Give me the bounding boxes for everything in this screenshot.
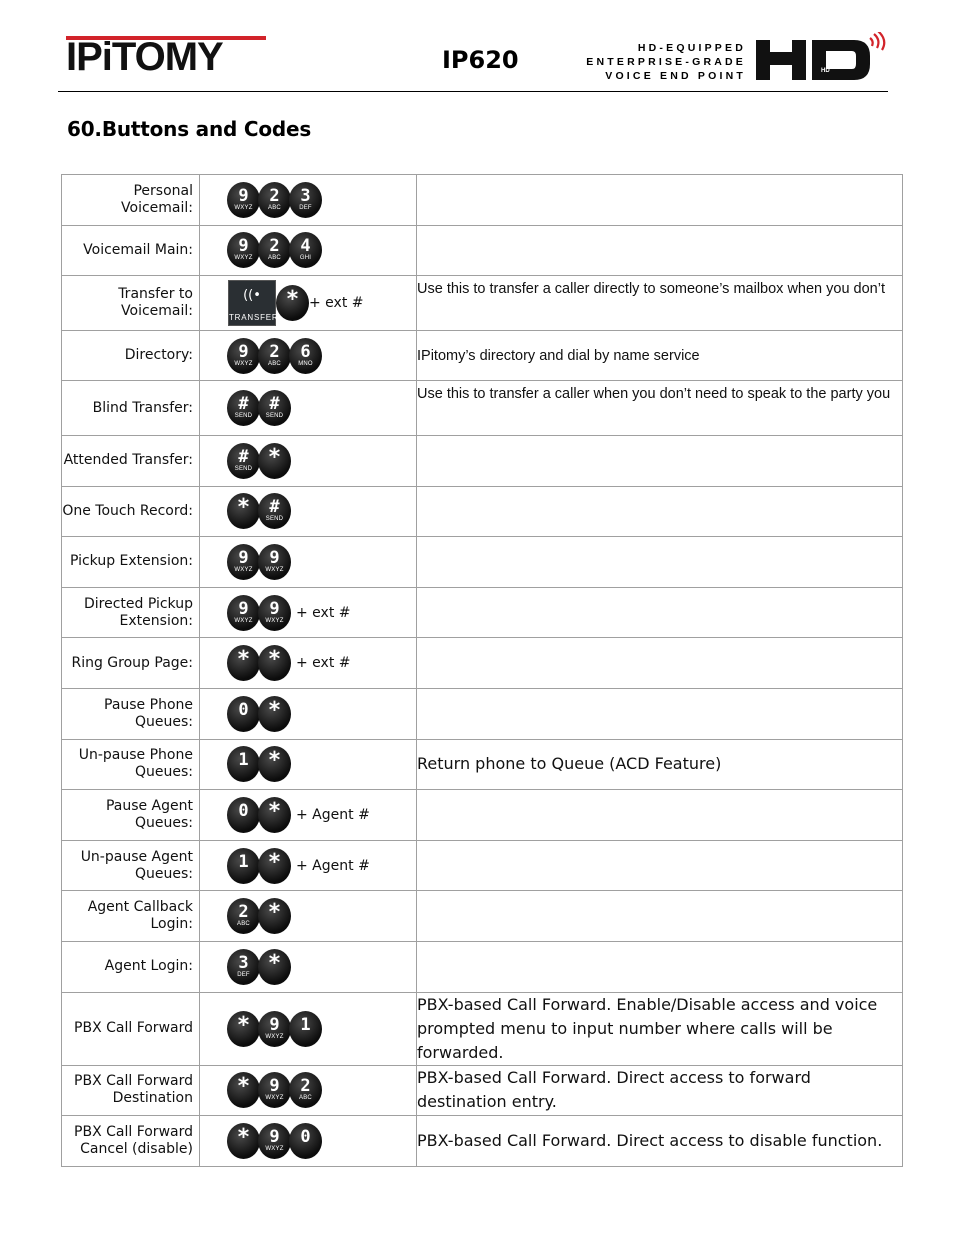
row-keys [200,739,417,790]
row-keys [200,587,417,638]
key-digit: 9 [269,1076,280,1097]
keypad-key-icon [258,1011,291,1047]
keypad-key-icon [289,232,322,268]
key-suffix: + ext # [296,604,351,621]
keypad-key-icon [258,595,291,631]
row-keys [200,992,417,1065]
key-letters: SEND [265,413,284,420]
keypad-key-icon [289,338,322,374]
row-description: PBX-based Call Forward. Direct access to disable function. [417,1116,903,1167]
keypad-key-icon [227,696,260,732]
table-row [62,276,903,331]
key-letters: WXYZ [234,204,253,211]
row-description [417,175,903,226]
table-row [62,225,903,276]
key-digit: 9 [238,236,249,257]
row-keys [200,225,417,276]
row-label: Blind Transfer: [62,381,200,436]
key-digit: * [267,798,282,824]
doc-title: IP620 [442,46,519,74]
key-suffix: + ext # [309,294,364,311]
keypad-key-icon [258,232,291,268]
keypad-key-icon [227,898,260,934]
codes-table [61,174,903,1167]
table-row [62,638,903,689]
key-digit: 2 [269,341,280,362]
key-letters: SEND [234,465,253,472]
key-digit: 1 [238,750,249,771]
tagline-line-2: ENTERPRISE-GRADE [586,56,746,68]
keypad-key-icon [258,848,291,884]
row-keys [200,276,417,331]
row-label: Agent Login: [62,941,200,992]
table-row [62,486,903,537]
row-label: Transfer to Voicemail: [62,276,200,331]
table-row [62,739,903,790]
keypad-key-icon [258,1072,291,1108]
tagline [586,41,746,83]
row-label: Attended Transfer: [62,435,200,486]
ipitomy-logo [66,32,270,78]
key-letters: WXYZ [234,566,253,573]
keypad-key-icon [258,390,291,426]
keypad-key-icon [227,1072,260,1108]
key-digit: 3 [300,185,311,206]
row-label: Voicemail Main: [62,225,200,276]
row-label: Directed Pickup Extension: [62,587,200,638]
key-digit: 2 [238,902,249,923]
key-digit: 6 [300,341,311,362]
key-digit: 2 [269,236,280,257]
key-digit: * [267,647,282,673]
key-digit: 3 [238,952,249,973]
keypad-key-icon [258,338,291,374]
keypad-key-icon [227,1011,260,1047]
row-description [417,891,903,942]
row-description [417,587,903,638]
hd-logo [754,32,888,86]
keypad-key-icon [289,1123,322,1159]
table-row [62,175,903,226]
row-description: Use this to transfer a caller when you don’t need to speak to the party you [417,381,903,436]
row-description [417,840,903,891]
keypad-key-icon [258,544,291,580]
transfer-key-label: TRANSFER [229,312,279,322]
row-description [417,435,903,486]
row-description [417,941,903,992]
key-digit: * [267,444,282,470]
key-digit: * [267,748,282,774]
keypad-key-icon [227,493,260,529]
table-row [62,941,903,992]
row-description: Use this to transfer a caller directly to someone’s mailbox when you don’t [417,276,903,331]
row-label: Pickup Extension: [62,537,200,588]
table-row [62,330,903,381]
key-digit: 0 [300,1126,311,1147]
row-label: Directory: [62,330,200,381]
key-digit: 2 [300,1076,311,1097]
keypad-key-icon [258,746,291,782]
key-digit: 4 [300,236,311,257]
keypad-key-icon [289,1072,322,1108]
row-description [417,486,903,537]
table-row [62,587,903,638]
key-letters: MNO [298,360,313,367]
key-letters: WXYZ [265,1095,284,1102]
key-letters: WXYZ [265,566,284,573]
row-keys [200,537,417,588]
key-letters: WXYZ [234,360,253,367]
key-letters: ABC [299,1095,312,1102]
row-keys [200,941,417,992]
row-keys [200,638,417,689]
row-label: Personal Voicemail: [62,175,200,226]
key-digit: # [238,394,249,415]
keypad-key-icon [227,848,260,884]
key-digit: # [238,446,249,467]
table-row [62,537,903,588]
table-row [62,790,903,841]
keypad-key-icon [258,645,291,681]
row-label: PBX Call Forward Cancel (disable) [62,1116,200,1167]
row-description [417,688,903,739]
row-keys [200,486,417,537]
key-digit: * [267,697,282,723]
key-digit: 9 [269,1014,280,1035]
key-digit: 0 [238,800,249,821]
key-digit: * [236,495,251,521]
row-keys [200,1116,417,1167]
table-row [62,840,903,891]
row-label: Pause Agent Queues: [62,790,200,841]
row-keys [200,790,417,841]
key-letters: DEF [237,971,250,978]
row-keys [200,381,417,436]
row-description [417,790,903,841]
row-description [417,225,903,276]
key-digit: 9 [269,1126,280,1147]
section-title: 60.Buttons and Codes [67,117,312,141]
keypad-key-icon [227,182,260,218]
key-digit: * [267,900,282,926]
row-description: PBX-based Call Forward. Direct access to forward destination entry. [417,1065,903,1116]
keypad-key-icon [258,443,291,479]
key-digit: 1 [300,1014,311,1035]
tagline-line-1: HD-EQUIPPED [637,42,746,54]
key-digit: 9 [238,341,249,362]
row-keys [200,840,417,891]
table-row [62,891,903,942]
keypad-key-icon [227,949,260,985]
key-letters: ABC [268,255,281,262]
row-description [417,537,903,588]
key-digit: # [269,497,280,518]
keypad-key-icon [227,746,260,782]
row-keys [200,435,417,486]
keypad-key-icon [227,232,260,268]
key-letters: WXYZ [265,617,284,624]
keypad-key-icon [227,443,260,479]
key-digit: 9 [238,185,249,206]
key-letters: ABC [237,921,250,928]
ipitomy-logo-text: IPiTOMY [66,35,223,74]
row-label: PBX Call Forward [62,992,200,1065]
key-letters: ABC [268,360,281,367]
key-digit: * [267,849,282,875]
keypad-key-icon [258,182,291,218]
row-keys [200,1065,417,1116]
keypad-key-icon [227,338,260,374]
keypad-key-icon [258,797,291,833]
key-letters: GHI [299,255,312,262]
table-row [62,688,903,739]
row-description: Return phone to Queue (ACD Feature) [417,739,903,790]
row-label: Ring Group Page: [62,638,200,689]
keypad-key-icon [289,182,322,218]
key-digit: 2 [269,185,280,206]
key-digit: 9 [269,547,280,568]
row-keys [200,175,417,226]
keypad-key-icon [227,390,260,426]
keypad-key-icon [227,595,260,631]
keypad-key-icon [258,898,291,934]
key-digit: 9 [269,598,280,619]
row-description [417,638,903,689]
key-digit: * [236,647,251,673]
row-label: Un-pause Agent Queues: [62,840,200,891]
key-digit: 0 [238,699,249,720]
keypad-key-icon [227,797,260,833]
key-letters: DEF [299,204,312,211]
row-label: PBX Call Forward Destination [62,1065,200,1116]
table-row [62,435,903,486]
key-letters: SEND [265,516,284,523]
keypad-key-icon [276,285,309,321]
keypad-key-icon [258,696,291,732]
table-row [62,1065,903,1116]
keypad-key-icon [258,949,291,985]
key-suffix: + Agent # [296,806,370,823]
key-letters: SEND [234,413,253,420]
keypad-key-icon [289,1011,322,1047]
keypad-key-icon [227,1123,260,1159]
row-label: Un-pause Phone Queues: [62,739,200,790]
key-letters: WXYZ [265,1145,284,1152]
row-label: Agent Callback Login: [62,891,200,942]
tagline-line-3: VOICE END POINT [605,70,746,82]
key-digit: * [285,286,300,312]
hd-logo-text: HD [821,68,830,74]
key-digit: * [267,950,282,976]
table-row [62,992,903,1065]
key-digit: * [236,1124,251,1150]
key-digit: # [269,394,280,415]
row-keys [200,891,417,942]
key-digit: 9 [238,598,249,619]
keypad-key-icon [227,645,260,681]
row-label: One Touch Record: [62,486,200,537]
key-suffix: + Agent # [296,857,370,874]
table-row [62,1116,903,1167]
table-row [62,381,903,436]
row-keys [200,688,417,739]
row-description: IPitomy’s directory and dial by name service [417,330,903,381]
key-suffix: + ext # [296,655,351,672]
key-letters: WXYZ [234,617,253,624]
transfer-key-icon: ((• TRANSFER [228,280,276,326]
keypad-key-icon [258,1123,291,1159]
key-digit: 9 [238,547,249,568]
key-digit: * [236,1074,251,1100]
key-letters: WXYZ [265,1033,284,1040]
keypad-key-icon [258,493,291,529]
row-description: PBX-based Call Forward. Enable/Disable access and voice prompted menu to input number where calls will be forwarded. [417,992,903,1065]
page-header [58,28,888,92]
row-keys [200,330,417,381]
row-label: Pause Phone Queues: [62,688,200,739]
key-letters: ABC [268,204,281,211]
key-digit: * [236,1012,251,1038]
key-letters: WXYZ [234,255,253,262]
key-digit: 1 [238,851,249,872]
keypad-key-icon [227,544,260,580]
